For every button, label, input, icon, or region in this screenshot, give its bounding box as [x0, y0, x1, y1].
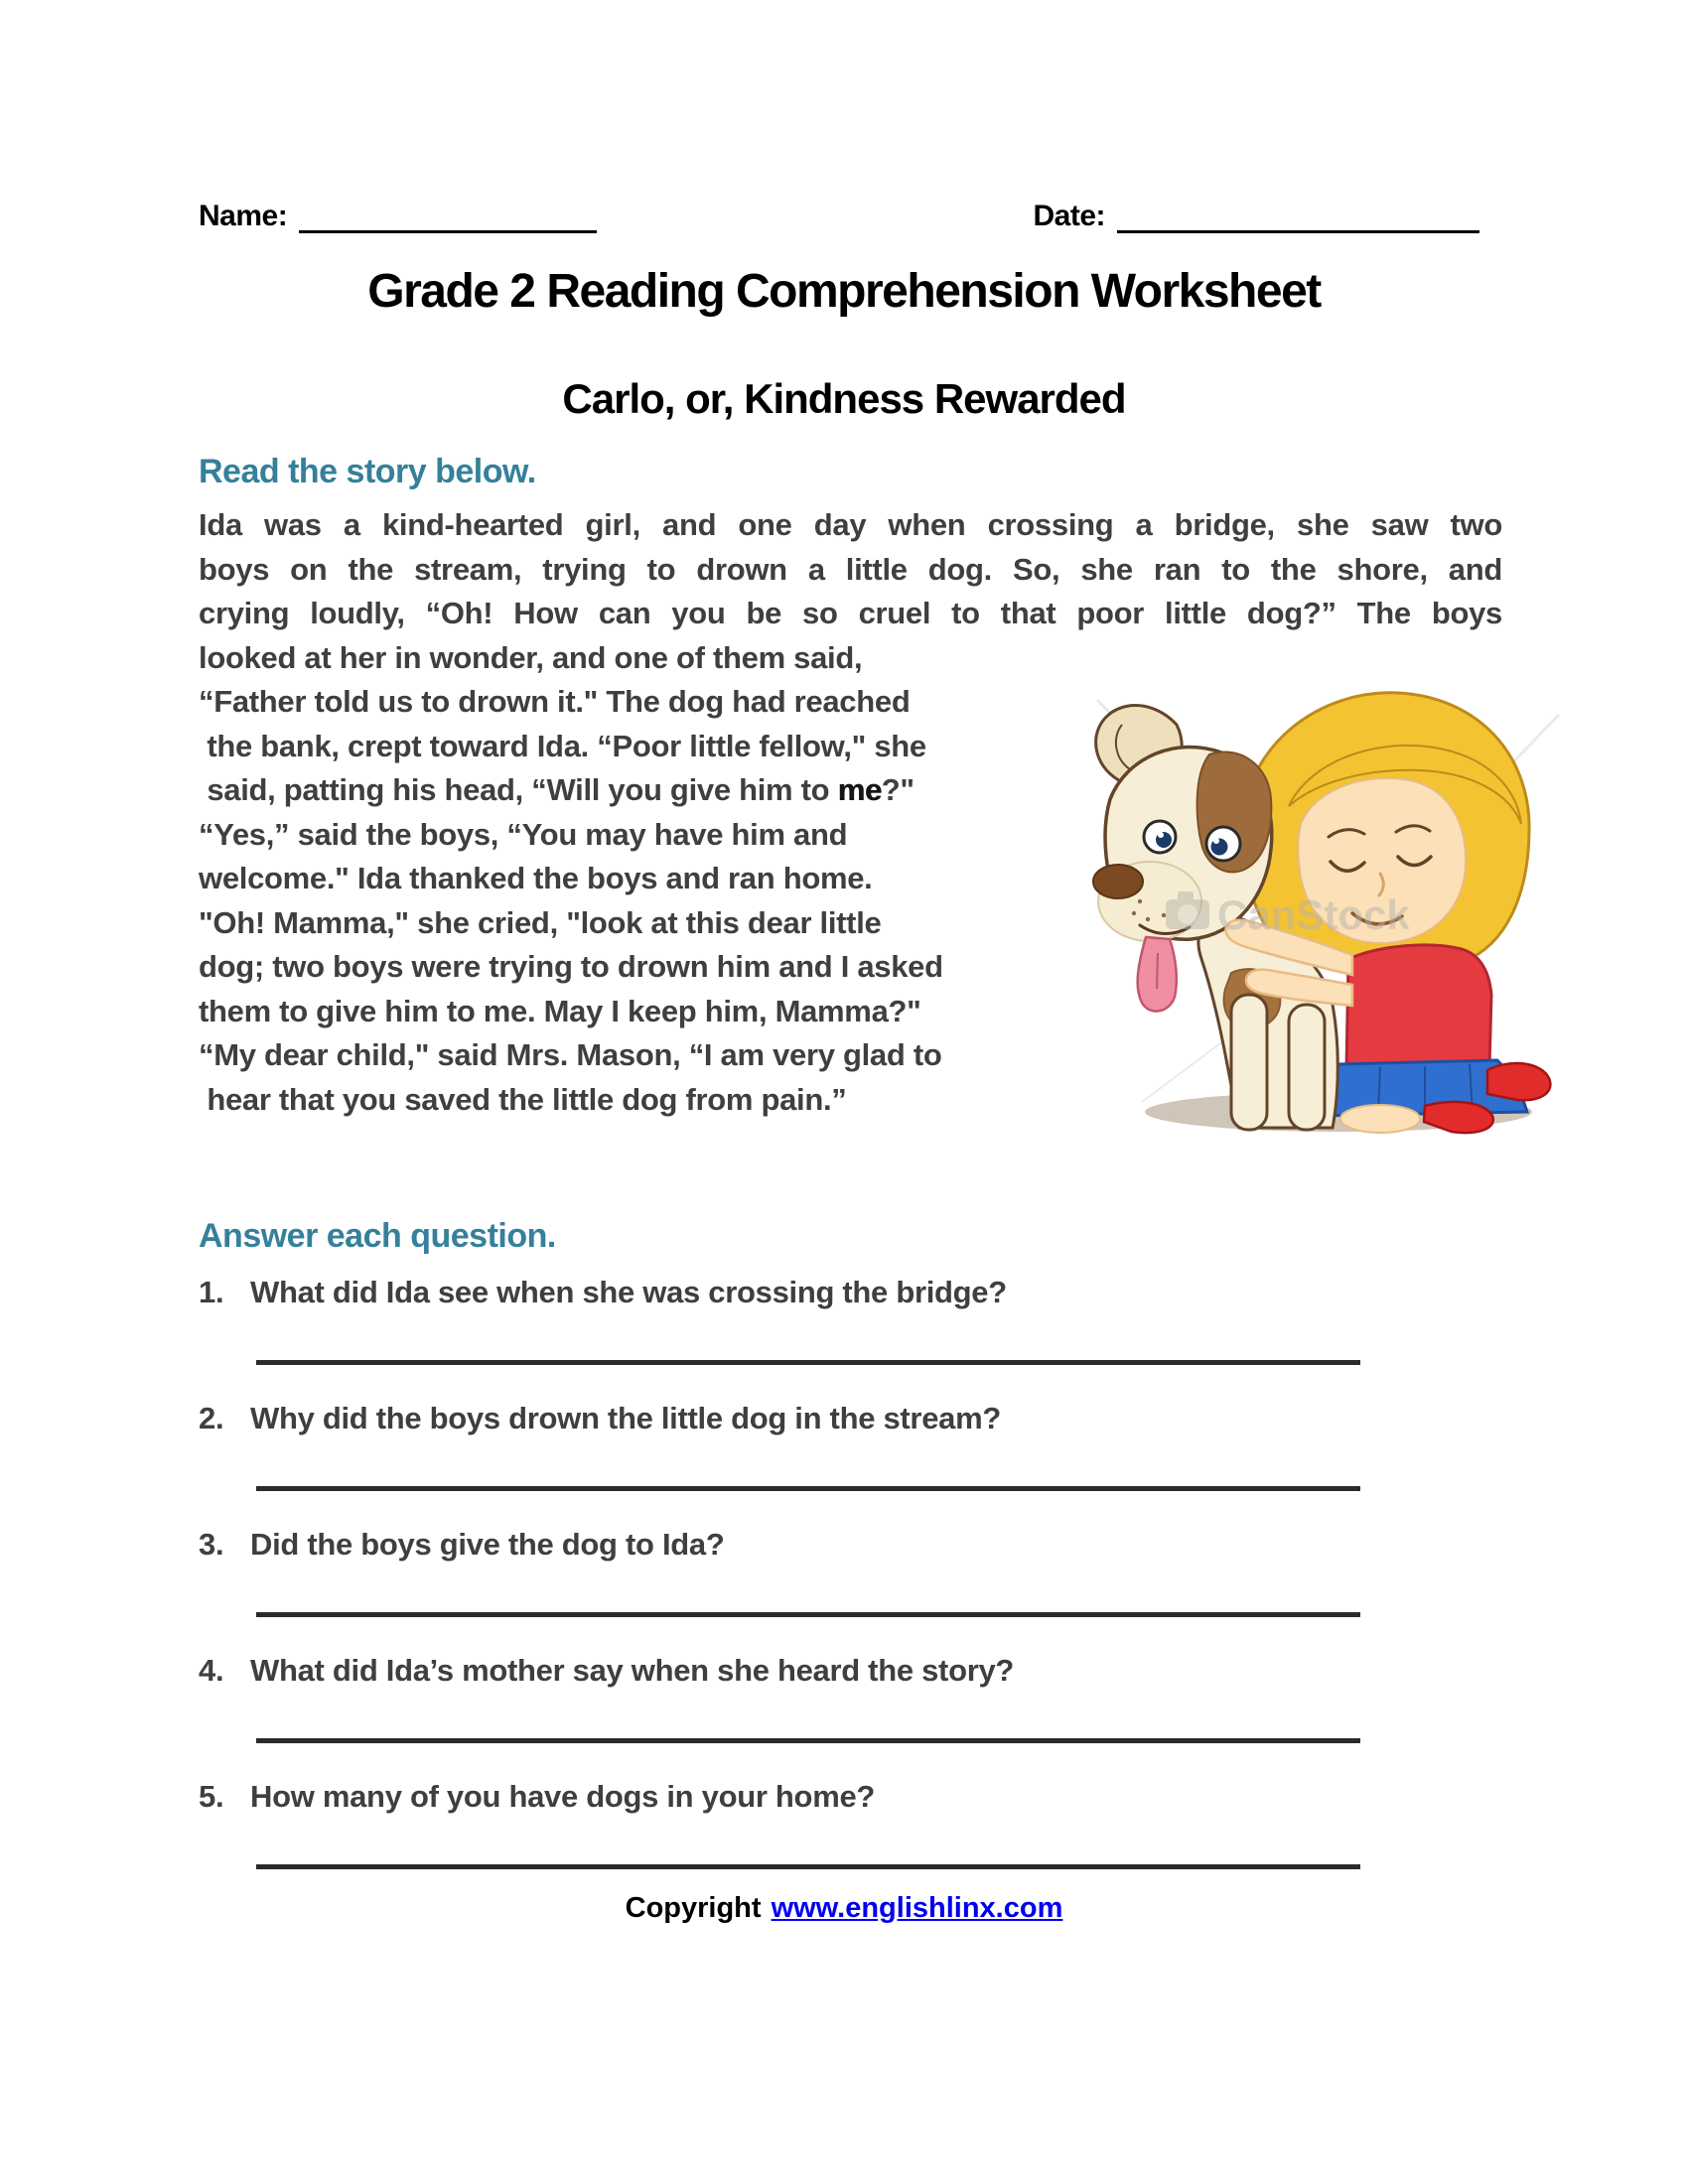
story-line: "Oh! Mamma," she cried, "look at this dear little — [199, 904, 882, 940]
answer-blank-line — [256, 1612, 1360, 1617]
name-blank-line — [299, 199, 597, 233]
answer-blank-line — [256, 1486, 1360, 1491]
question-text: What did Ida’s mother say when she heard the story? — [250, 1653, 1015, 1688]
question-text: How many of you have dogs in your home? — [250, 1779, 876, 1814]
name-label: Name: — [199, 200, 288, 232]
dog-eye-highlight — [1213, 838, 1219, 844]
question-row — [199, 1778, 1501, 1815]
story-line: hear that you saved the little dog from pain.” — [199, 1081, 847, 1117]
camera-icon-lens — [1178, 904, 1197, 924]
story-line: the bank, crept toward Ida. “Poor little fellow," she — [199, 728, 926, 763]
question-number: 5. — [199, 1779, 224, 1814]
dog-freckle — [1132, 911, 1136, 915]
story-line: “My dear child," said Mrs. Mason, “I am very glad to — [199, 1037, 942, 1072]
camera-icon-bump — [1178, 891, 1194, 901]
dog-freckle — [1162, 913, 1166, 917]
question-text: Did the boys give the dog to Ida? — [250, 1527, 725, 1562]
read-story-heading: Read the story below. — [199, 453, 536, 490]
question-block — [199, 1652, 1501, 1743]
question-row — [199, 1274, 1501, 1310]
date-label: Date: — [1033, 200, 1105, 232]
answer-blank-line — [256, 1360, 1360, 1365]
story-line: Ida was a kind-hearted girl, and one day when crossing a bridge, she saw two — [199, 507, 1502, 542]
answer-questions-heading: Answer each question. — [199, 1217, 556, 1255]
girl-red-shoe — [1487, 1063, 1550, 1100]
answer-blank-line — [256, 1738, 1360, 1743]
question-block — [199, 1526, 1501, 1617]
story-title: Carlo, or, Kindness Rewarded — [562, 375, 1126, 422]
watermark-text: CanStock — [1217, 891, 1410, 938]
girl-knee — [1340, 1105, 1420, 1133]
illustration-girl-hugging-dog — [1082, 675, 1589, 1186]
story-line: “Father told us to drown it." The dog had reached — [199, 684, 911, 719]
question-block — [199, 1400, 1501, 1491]
question-text: Why did the boys drown the little dog in the stream? — [250, 1401, 1001, 1435]
date-blank-line — [1117, 199, 1479, 233]
dog-front-leg — [1289, 1005, 1325, 1130]
question-row — [199, 1526, 1501, 1563]
question-row — [199, 1400, 1501, 1436]
story-line: boys on the stream, trying to drown a little dog. So, she ran to the shore, and — [199, 551, 1502, 587]
dog-freckle — [1138, 899, 1142, 903]
header — [199, 199, 1479, 233]
story-line: them to give him to me. May I keep him, Mamma?" — [199, 993, 921, 1028]
dog-nose — [1093, 865, 1143, 898]
page-title: Grade 2 Reading Comprehension Worksheet — [367, 265, 1321, 318]
copyright-footer — [0, 1892, 1688, 1925]
question-text: What did Ida see when she was crossing the bridge? — [250, 1275, 1007, 1309]
story-line: crying loudly, “Oh! How can you be so cruel to that poor little dog?” The boys — [199, 596, 1502, 630]
story-line: welcome." Ida thanked the boys and ran home. — [199, 861, 873, 895]
question-number: 2. — [199, 1401, 224, 1435]
dog-eye-highlight — [1158, 832, 1164, 838]
question-block — [199, 1274, 1501, 1365]
dog-front-leg — [1231, 995, 1267, 1130]
story-line: looked at her in wonder, and one of them said, — [199, 639, 863, 675]
question-row — [199, 1652, 1501, 1689]
englishlinx-link[interactable]: www.englishlinx.com — [771, 1892, 1063, 1924]
story-line: “Yes,” said the boys, “You may have him and — [199, 816, 848, 852]
girl-red-shirt — [1346, 945, 1491, 1070]
questions-list — [199, 1274, 1501, 1869]
dog-tongue-line — [1157, 953, 1158, 989]
question-number: 4. — [199, 1653, 224, 1688]
dog-freckle — [1146, 917, 1150, 921]
question-number: 1. — [199, 1275, 224, 1309]
story-line: dog; two boys were trying to drown him and I asked — [199, 949, 943, 984]
question-number: 3. — [199, 1527, 224, 1562]
story-line: said, patting his head, “Will you give him to me?" — [199, 772, 914, 807]
copyright-label: Copyright — [625, 1892, 762, 1924]
question-block — [199, 1778, 1501, 1869]
answer-blank-line — [256, 1864, 1360, 1869]
